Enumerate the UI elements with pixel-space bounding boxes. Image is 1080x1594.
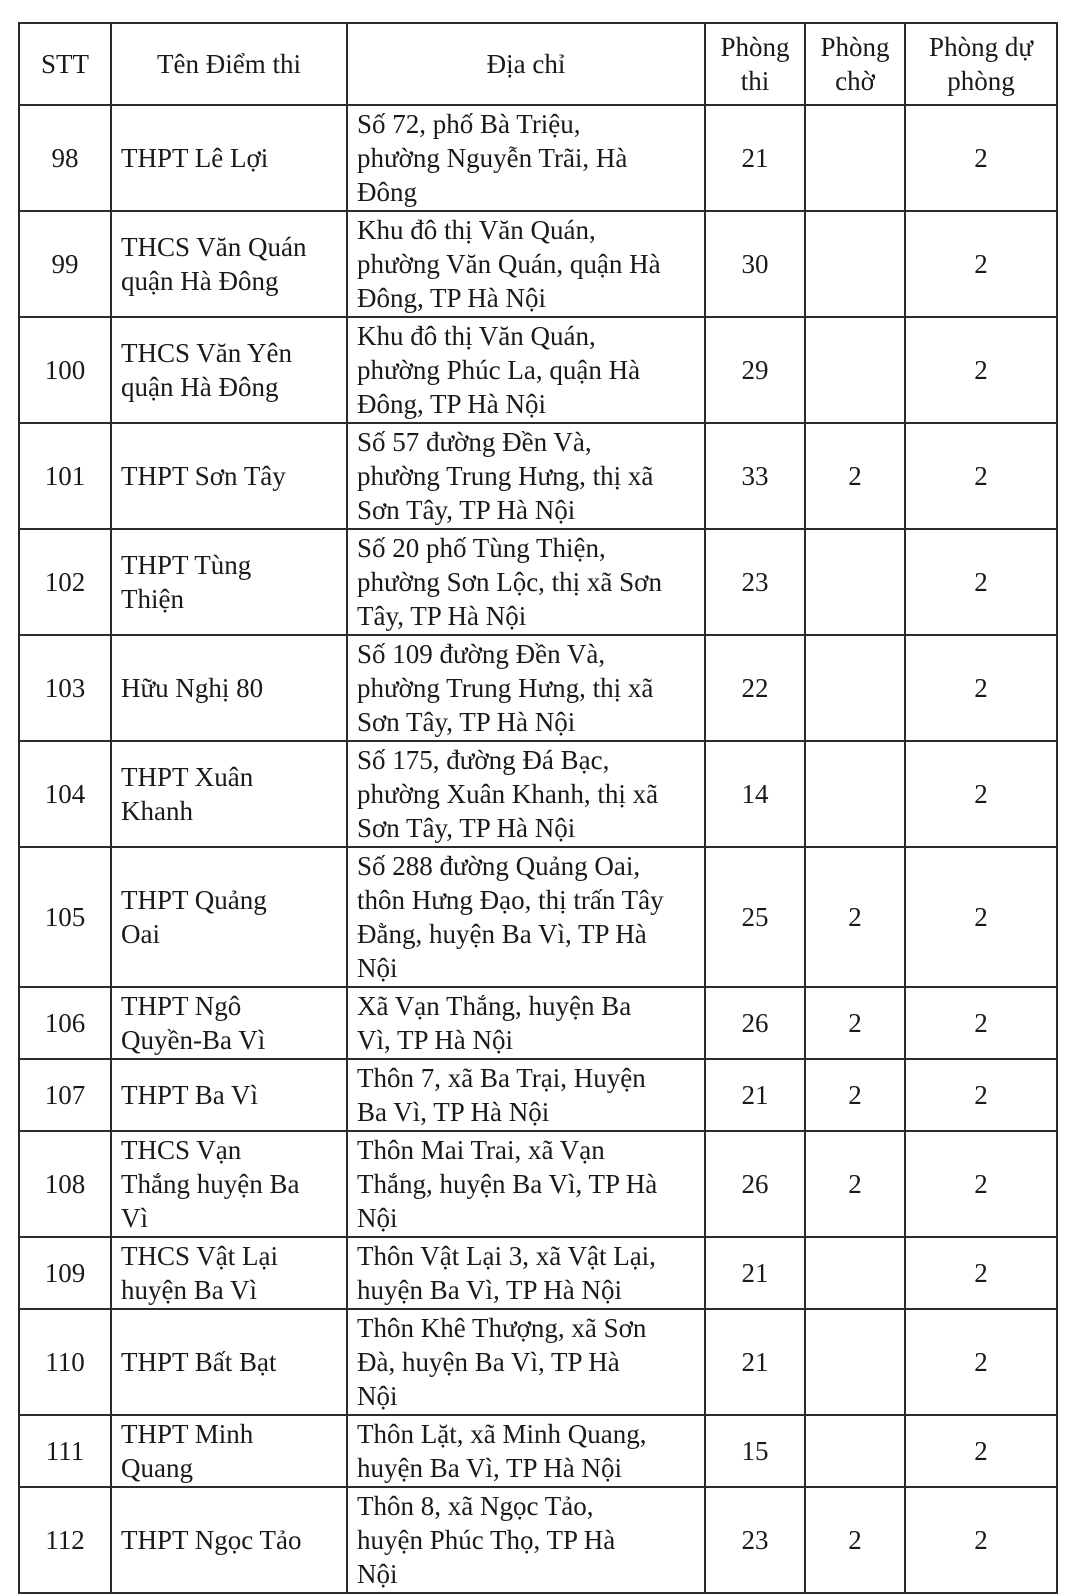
cell-stt: 103 <box>19 635 111 741</box>
address-line: Đông, TP Hà Nội <box>357 283 546 313</box>
address-line: phường Sơn Lộc, thị xã Sơn <box>357 567 662 597</box>
cell-waiting-rooms <box>805 1415 905 1487</box>
cell-exam-site-name <box>111 987 347 1059</box>
address-line: Đà, huyện Ba Vì, TP Hà <box>357 1347 620 1377</box>
cell-reserve-rooms: 2 <box>905 987 1057 1059</box>
address-line: Sơn Tây, TP Hà Nội <box>357 495 576 525</box>
table-row <box>19 847 1057 987</box>
address-line: huyện Ba Vì, TP Hà Nội <box>357 1275 622 1305</box>
cell-stt: 111 <box>19 1415 111 1487</box>
cell-exam-rooms: 29 <box>705 317 805 423</box>
cell-stt: 106 <box>19 987 111 1059</box>
cell-waiting-rooms <box>805 317 905 423</box>
cell-exam-site-name <box>111 1415 347 1487</box>
table-row <box>19 211 1057 317</box>
cell-stt: 104 <box>19 741 111 847</box>
cell-address <box>347 741 705 847</box>
address-line: phường Nguyễn Trãi, Hà <box>357 143 628 173</box>
address-line: Số 288 đường Quảng Oai, <box>357 851 641 881</box>
table-row <box>19 1059 1057 1131</box>
cell-stt: 101 <box>19 423 111 529</box>
address-line: Số 57 đường Đền Và, <box>357 427 592 457</box>
cell-exam-site-name <box>111 105 347 211</box>
cell-waiting-rooms <box>805 1237 905 1309</box>
cell-exam-site-name <box>111 635 347 741</box>
header-exam-rooms-line-2: thi <box>740 66 770 96</box>
address-line: phường Văn Quán, quận Hà <box>357 249 661 279</box>
cell-address <box>347 1487 705 1593</box>
address-line: phường Xuân Khanh, thị xã <box>357 779 659 809</box>
address-line: Số 175, đường Đá Bạc, <box>357 745 610 775</box>
cell-reserve-rooms: 2 <box>905 847 1057 987</box>
address-line: Đông, TP Hà Nội <box>357 389 546 419</box>
address-line: Thôn Mai Trai, xã Vạn <box>357 1135 605 1165</box>
cell-exam-rooms: 25 <box>705 847 805 987</box>
cell-exam-rooms: 21 <box>705 105 805 211</box>
table-row <box>19 987 1057 1059</box>
cell-exam-rooms: 23 <box>705 1487 805 1593</box>
address-line: Nội <box>357 1203 398 1233</box>
table-row <box>19 1237 1057 1309</box>
cell-reserve-rooms: 2 <box>905 317 1057 423</box>
cell-stt: 98 <box>19 105 111 211</box>
cell-address <box>347 987 705 1059</box>
address-line: Đông <box>357 177 417 207</box>
cell-exam-rooms: 23 <box>705 529 805 635</box>
address-line: huyện Ba Vì, TP Hà Nội <box>357 1453 622 1483</box>
exam-sites-table <box>18 22 1058 1594</box>
address-line: phường Trung Hưng, thị xã <box>357 673 654 703</box>
cell-reserve-rooms: 2 <box>905 423 1057 529</box>
table-row <box>19 529 1057 635</box>
cell-stt: 109 <box>19 1237 111 1309</box>
cell-exam-site-name <box>111 1237 347 1309</box>
cell-reserve-rooms: 2 <box>905 1309 1057 1415</box>
header-row <box>19 23 1057 105</box>
exam-site-name-line: THCS Vạn <box>121 1135 242 1165</box>
address-line: Nội <box>357 1559 398 1589</box>
cell-waiting-rooms <box>805 1309 905 1415</box>
exam-site-name-line: quận Hà Đông <box>121 266 279 296</box>
cell-reserve-rooms: 2 <box>905 105 1057 211</box>
exam-site-name-line: THPT Lê Lợi <box>121 143 269 173</box>
cell-exam-rooms: 26 <box>705 987 805 1059</box>
exam-site-name-line: huyện Ba Vì <box>121 1275 257 1305</box>
exam-site-name-line: Hữu Nghị 80 <box>121 673 264 703</box>
cell-exam-rooms: 21 <box>705 1309 805 1415</box>
cell-exam-site-name <box>111 211 347 317</box>
table-row <box>19 105 1057 211</box>
cell-address <box>347 847 705 987</box>
exam-site-name-line: THPT Sơn Tây <box>121 461 286 491</box>
header-reserve-rooms-line-1: Phòng dự <box>929 32 1033 62</box>
exam-site-name-line: THPT Ba Vì <box>121 1080 259 1110</box>
exam-site-name-line: Thắng huyện Ba <box>121 1169 300 1199</box>
cell-waiting-rooms: 2 <box>805 847 905 987</box>
header-exam-rooms <box>705 23 805 105</box>
table-row <box>19 1131 1057 1237</box>
cell-exam-rooms: 30 <box>705 211 805 317</box>
exam-site-name-line: Quang <box>121 1453 193 1483</box>
address-line: Thôn Khê Thượng, xã Sơn <box>357 1313 647 1343</box>
address-line: Nội <box>357 953 398 983</box>
cell-exam-site-name <box>111 847 347 987</box>
table-row <box>19 423 1057 529</box>
table-row <box>19 1487 1057 1593</box>
cell-reserve-rooms: 2 <box>905 1237 1057 1309</box>
cell-address <box>347 317 705 423</box>
address-line: Số 20 phố Tùng Thiện, <box>357 533 606 563</box>
cell-waiting-rooms <box>805 211 905 317</box>
cell-waiting-rooms: 2 <box>805 1059 905 1131</box>
cell-address <box>347 423 705 529</box>
cell-reserve-rooms: 2 <box>905 1487 1057 1593</box>
exam-site-name-line: Quyền-Ba Vì <box>121 1025 266 1055</box>
cell-exam-rooms: 21 <box>705 1059 805 1131</box>
cell-address <box>347 529 705 635</box>
cell-address <box>347 105 705 211</box>
exam-site-name-line: THPT Tùng <box>121 550 252 580</box>
address-line: huyện Phúc Thọ, TP Hà <box>357 1525 616 1555</box>
cell-exam-rooms: 14 <box>705 741 805 847</box>
address-line: Tây, TP Hà Nội <box>357 601 527 631</box>
exam-site-name-line: THPT Ngô <box>121 991 242 1021</box>
address-line: phường Phúc La, quận Hà <box>357 355 641 385</box>
cell-waiting-rooms <box>805 635 905 741</box>
header-waiting-rooms-line-2: chờ <box>835 66 875 96</box>
address-line: Đằng, huyện Ba Vì, TP Hà <box>357 919 647 949</box>
address-line: Sơn Tây, TP Hà Nội <box>357 813 576 843</box>
address-line: thôn Hưng Đạo, thị trấn Tây <box>357 885 664 915</box>
cell-exam-rooms: 26 <box>705 1131 805 1237</box>
cell-reserve-rooms: 2 <box>905 1131 1057 1237</box>
address-line: Sơn Tây, TP Hà Nội <box>357 707 576 737</box>
exam-site-name-line: THPT Ngọc Tảo <box>121 1525 302 1555</box>
address-line: Xã Vạn Thắng, huyện Ba <box>357 991 632 1021</box>
cell-stt: 112 <box>19 1487 111 1593</box>
header-address: Địa chỉ <box>347 23 705 105</box>
cell-address <box>347 635 705 741</box>
exam-site-name-line: THPT Minh <box>121 1419 254 1449</box>
cell-reserve-rooms: 2 <box>905 1415 1057 1487</box>
cell-stt: 105 <box>19 847 111 987</box>
address-line: Nội <box>357 1381 398 1411</box>
header-stt: STT <box>19 23 111 105</box>
address-line: Thôn 7, xã Ba Trại, Huyện <box>357 1063 646 1093</box>
exam-site-name-line: Khanh <box>121 796 193 826</box>
cell-stt: 107 <box>19 1059 111 1131</box>
cell-exam-site-name <box>111 423 347 529</box>
exam-site-name-line: THCS Vật Lại <box>121 1241 278 1271</box>
cell-exam-rooms: 22 <box>705 635 805 741</box>
header-waiting-rooms-line-1: Phòng <box>820 32 890 62</box>
exam-site-name-line: quận Hà Đông <box>121 372 279 402</box>
exam-site-name-line: Thiện <box>121 584 184 614</box>
cell-waiting-rooms: 2 <box>805 1131 905 1237</box>
cell-stt: 99 <box>19 211 111 317</box>
cell-reserve-rooms: 2 <box>905 529 1057 635</box>
cell-reserve-rooms: 2 <box>905 635 1057 741</box>
cell-exam-site-name <box>111 529 347 635</box>
cell-address <box>347 1309 705 1415</box>
cell-waiting-rooms: 2 <box>805 423 905 529</box>
address-line: Thôn 8, xã Ngọc Tảo, <box>357 1491 594 1521</box>
address-line: Số 109 đường Đền Và, <box>357 639 606 669</box>
exam-site-name-line: THCS Văn Yên <box>121 338 292 368</box>
address-line: Vì, TP Hà Nội <box>357 1025 514 1055</box>
address-line: Ba Vì, TP Hà Nội <box>357 1097 550 1127</box>
header-reserve-rooms-line-2: phòng <box>947 66 1015 96</box>
exam-sites-document <box>18 22 1058 1594</box>
table-row <box>19 1415 1057 1487</box>
exam-site-name-line: THPT Quảng <box>121 885 267 915</box>
cell-exam-site-name <box>111 741 347 847</box>
cell-waiting-rooms: 2 <box>805 1487 905 1593</box>
cell-address <box>347 211 705 317</box>
header-exam-rooms-line-1: Phòng <box>720 32 790 62</box>
exam-site-name-line: THPT Bất Bạt <box>121 1347 277 1377</box>
address-line: Số 72, phố Bà Triệu, <box>357 109 581 139</box>
exam-site-name-line: THCS Văn Quán <box>121 232 307 262</box>
table-row <box>19 635 1057 741</box>
header-reserve-rooms <box>905 23 1057 105</box>
cell-exam-site-name <box>111 1309 347 1415</box>
cell-exam-site-name <box>111 1131 347 1237</box>
cell-address <box>347 1237 705 1309</box>
cell-exam-rooms: 33 <box>705 423 805 529</box>
address-line: Khu đô thị Văn Quán, <box>357 215 596 245</box>
cell-waiting-rooms <box>805 529 905 635</box>
cell-address <box>347 1059 705 1131</box>
cell-exam-rooms: 15 <box>705 1415 805 1487</box>
address-line: Thôn Vật Lại 3, xã Vật Lại, <box>357 1241 656 1271</box>
cell-stt: 102 <box>19 529 111 635</box>
cell-address <box>347 1415 705 1487</box>
cell-exam-site-name <box>111 1059 347 1131</box>
header-waiting-rooms <box>805 23 905 105</box>
address-line: Thôn Lặt, xã Minh Quang, <box>357 1419 647 1449</box>
table-row <box>19 317 1057 423</box>
address-line: phường Trung Hưng, thị xã <box>357 461 654 491</box>
cell-reserve-rooms: 2 <box>905 741 1057 847</box>
address-line: Khu đô thị Văn Quán, <box>357 321 596 351</box>
exam-site-name-line: THPT Xuân <box>121 762 254 792</box>
address-line: Thắng, huyện Ba Vì, TP Hà <box>357 1169 658 1199</box>
cell-waiting-rooms <box>805 105 905 211</box>
cell-waiting-rooms: 2 <box>805 987 905 1059</box>
cell-reserve-rooms: 2 <box>905 211 1057 317</box>
cell-stt: 108 <box>19 1131 111 1237</box>
cell-waiting-rooms <box>805 741 905 847</box>
cell-exam-site-name <box>111 317 347 423</box>
cell-address <box>347 1131 705 1237</box>
table-row <box>19 741 1057 847</box>
cell-stt: 110 <box>19 1309 111 1415</box>
exam-site-name-line: Vì <box>121 1203 148 1233</box>
cell-exam-site-name <box>111 1487 347 1593</box>
cell-exam-rooms: 21 <box>705 1237 805 1309</box>
cell-reserve-rooms: 2 <box>905 1059 1057 1131</box>
header-exam-site-name: Tên Điểm thi <box>111 23 347 105</box>
table-row <box>19 1309 1057 1415</box>
exam-site-name-line: Oai <box>121 919 160 949</box>
cell-stt: 100 <box>19 317 111 423</box>
